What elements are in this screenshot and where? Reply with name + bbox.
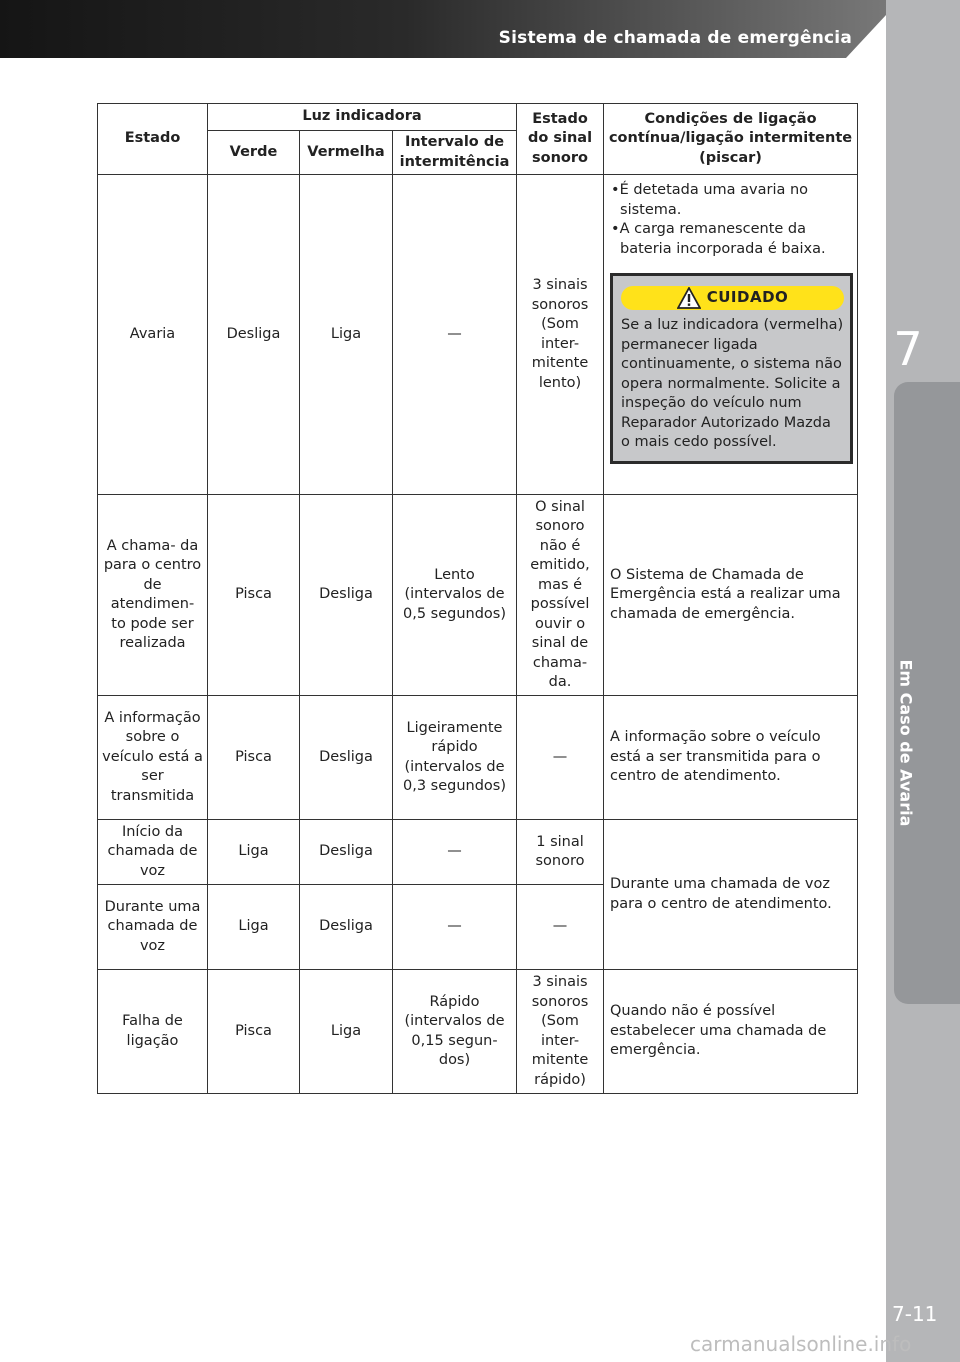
cell-condicoes: A informação sobre o veículo está a ser transmitida para o centro de atendimento.: [604, 696, 858, 820]
cell-condicoes: [604, 175, 858, 495]
cell-sinal: 1 sinal sonoro: [517, 820, 604, 885]
cell-estado: Falha de ligação: [98, 970, 208, 1094]
cell-intervalo: —: [393, 820, 517, 885]
cell-sinal: 3 sinais sonoros (Som inter- mitente lento): [517, 175, 604, 495]
cell-verde: Liga: [208, 885, 300, 970]
cell-verde: Pisca: [208, 495, 300, 696]
cell-sinal: 3 sinais sonoros (Som inter- mitente rápido): [517, 970, 604, 1094]
header-estado: Estado: [98, 104, 208, 175]
cell-sinal: —: [517, 696, 604, 820]
indicator-table: [97, 103, 858, 1094]
caution-box: [610, 273, 853, 464]
table-row: [98, 970, 858, 1094]
cell-vermelha: Desliga: [300, 495, 393, 696]
table-row: [98, 175, 858, 495]
cell-sinal: —: [517, 885, 604, 970]
cell-verde: Pisca: [208, 970, 300, 1094]
watermark-text: carmanualsonline.info: [690, 1332, 912, 1356]
page-number: 7-11: [892, 1302, 938, 1326]
cell-vermelha: Desliga: [300, 820, 393, 885]
cell-intervalo: Lento (intervalos de 0,5 segundos): [393, 495, 517, 696]
section-title: Sistema de chamada de emergência: [498, 28, 852, 48]
header-intervalo: Intervalo de intermitência: [393, 131, 517, 175]
cell-verde: Desliga: [208, 175, 300, 495]
list-item: • A carga remanescente da bateria incorporada é baixa.: [610, 220, 853, 259]
table-row: [98, 696, 858, 820]
cell-sinal: O sinal sonoro não é emitido, mas é possível ouvir o sinal de chama- da.: [517, 495, 604, 696]
cell-condicoes: Quando não é possível estabelecer uma chamada de emergência.: [604, 970, 858, 1094]
header-estado-sinal: Estado do sinal sonoro: [517, 104, 604, 175]
chapter-title: [897, 660, 916, 740]
caution-header: [621, 286, 844, 310]
cell-estado: Avaria: [98, 175, 208, 495]
cell-verde: Liga: [208, 820, 300, 885]
cell-estado: A informação sobre o veículo está a ser transmitida: [98, 696, 208, 820]
cell-condicoes: O Sistema de Chamada de Emergência está a realizar uma chamada de emergência.: [604, 495, 858, 696]
warning-icon: [677, 287, 701, 309]
cell-vermelha: Desliga: [300, 885, 393, 970]
header-condicoes: Condições de ligação contínua/ligação intermitente (piscar): [604, 104, 858, 175]
cell-vermelha: Liga: [300, 175, 393, 495]
condition-list: [610, 181, 853, 259]
table-row: [98, 820, 858, 885]
cell-intervalo: —: [393, 885, 517, 970]
cell-condicoes: Durante uma chamada de voz para o centro de atendimento.: [604, 820, 858, 970]
caution-label: CUIDADO: [706, 288, 789, 307]
header-verde: Verde: [208, 131, 300, 175]
header-vermelha: Vermelha: [300, 131, 393, 175]
chapter-number: 7: [893, 322, 923, 376]
header-row-1: [98, 104, 858, 131]
header-luz-indicadora: Luz indicadora: [208, 104, 517, 131]
cell-estado: Início da chamada de voz: [98, 820, 208, 885]
cell-intervalo: Rápido (intervalos de 0,15 segun- dos): [393, 970, 517, 1094]
caution-text: Se a luz indicadora (vermelha) permanecer ligada continuamente, o sistema não opera normalmente. Solicite a inspeção do veículo num Reparador Autorizado Mazda o mais cedo possível.: [621, 317, 844, 450]
cell-vermelha: Liga: [300, 970, 393, 1094]
cell-intervalo: —: [393, 175, 517, 495]
table-row: [98, 495, 858, 696]
cell-estado: Durante uma chamada de voz: [98, 885, 208, 970]
cell-verde: Pisca: [208, 696, 300, 820]
cell-intervalo: Ligeiramente rápido (intervalos de 0,3 segundos): [393, 696, 517, 820]
cell-vermelha: Desliga: [300, 696, 393, 820]
cell-estado: A chama- da para o centro de atendimen- to pode ser realizada: [98, 495, 208, 696]
list-item: • É detetada uma avaria no sistema.: [610, 181, 853, 220]
